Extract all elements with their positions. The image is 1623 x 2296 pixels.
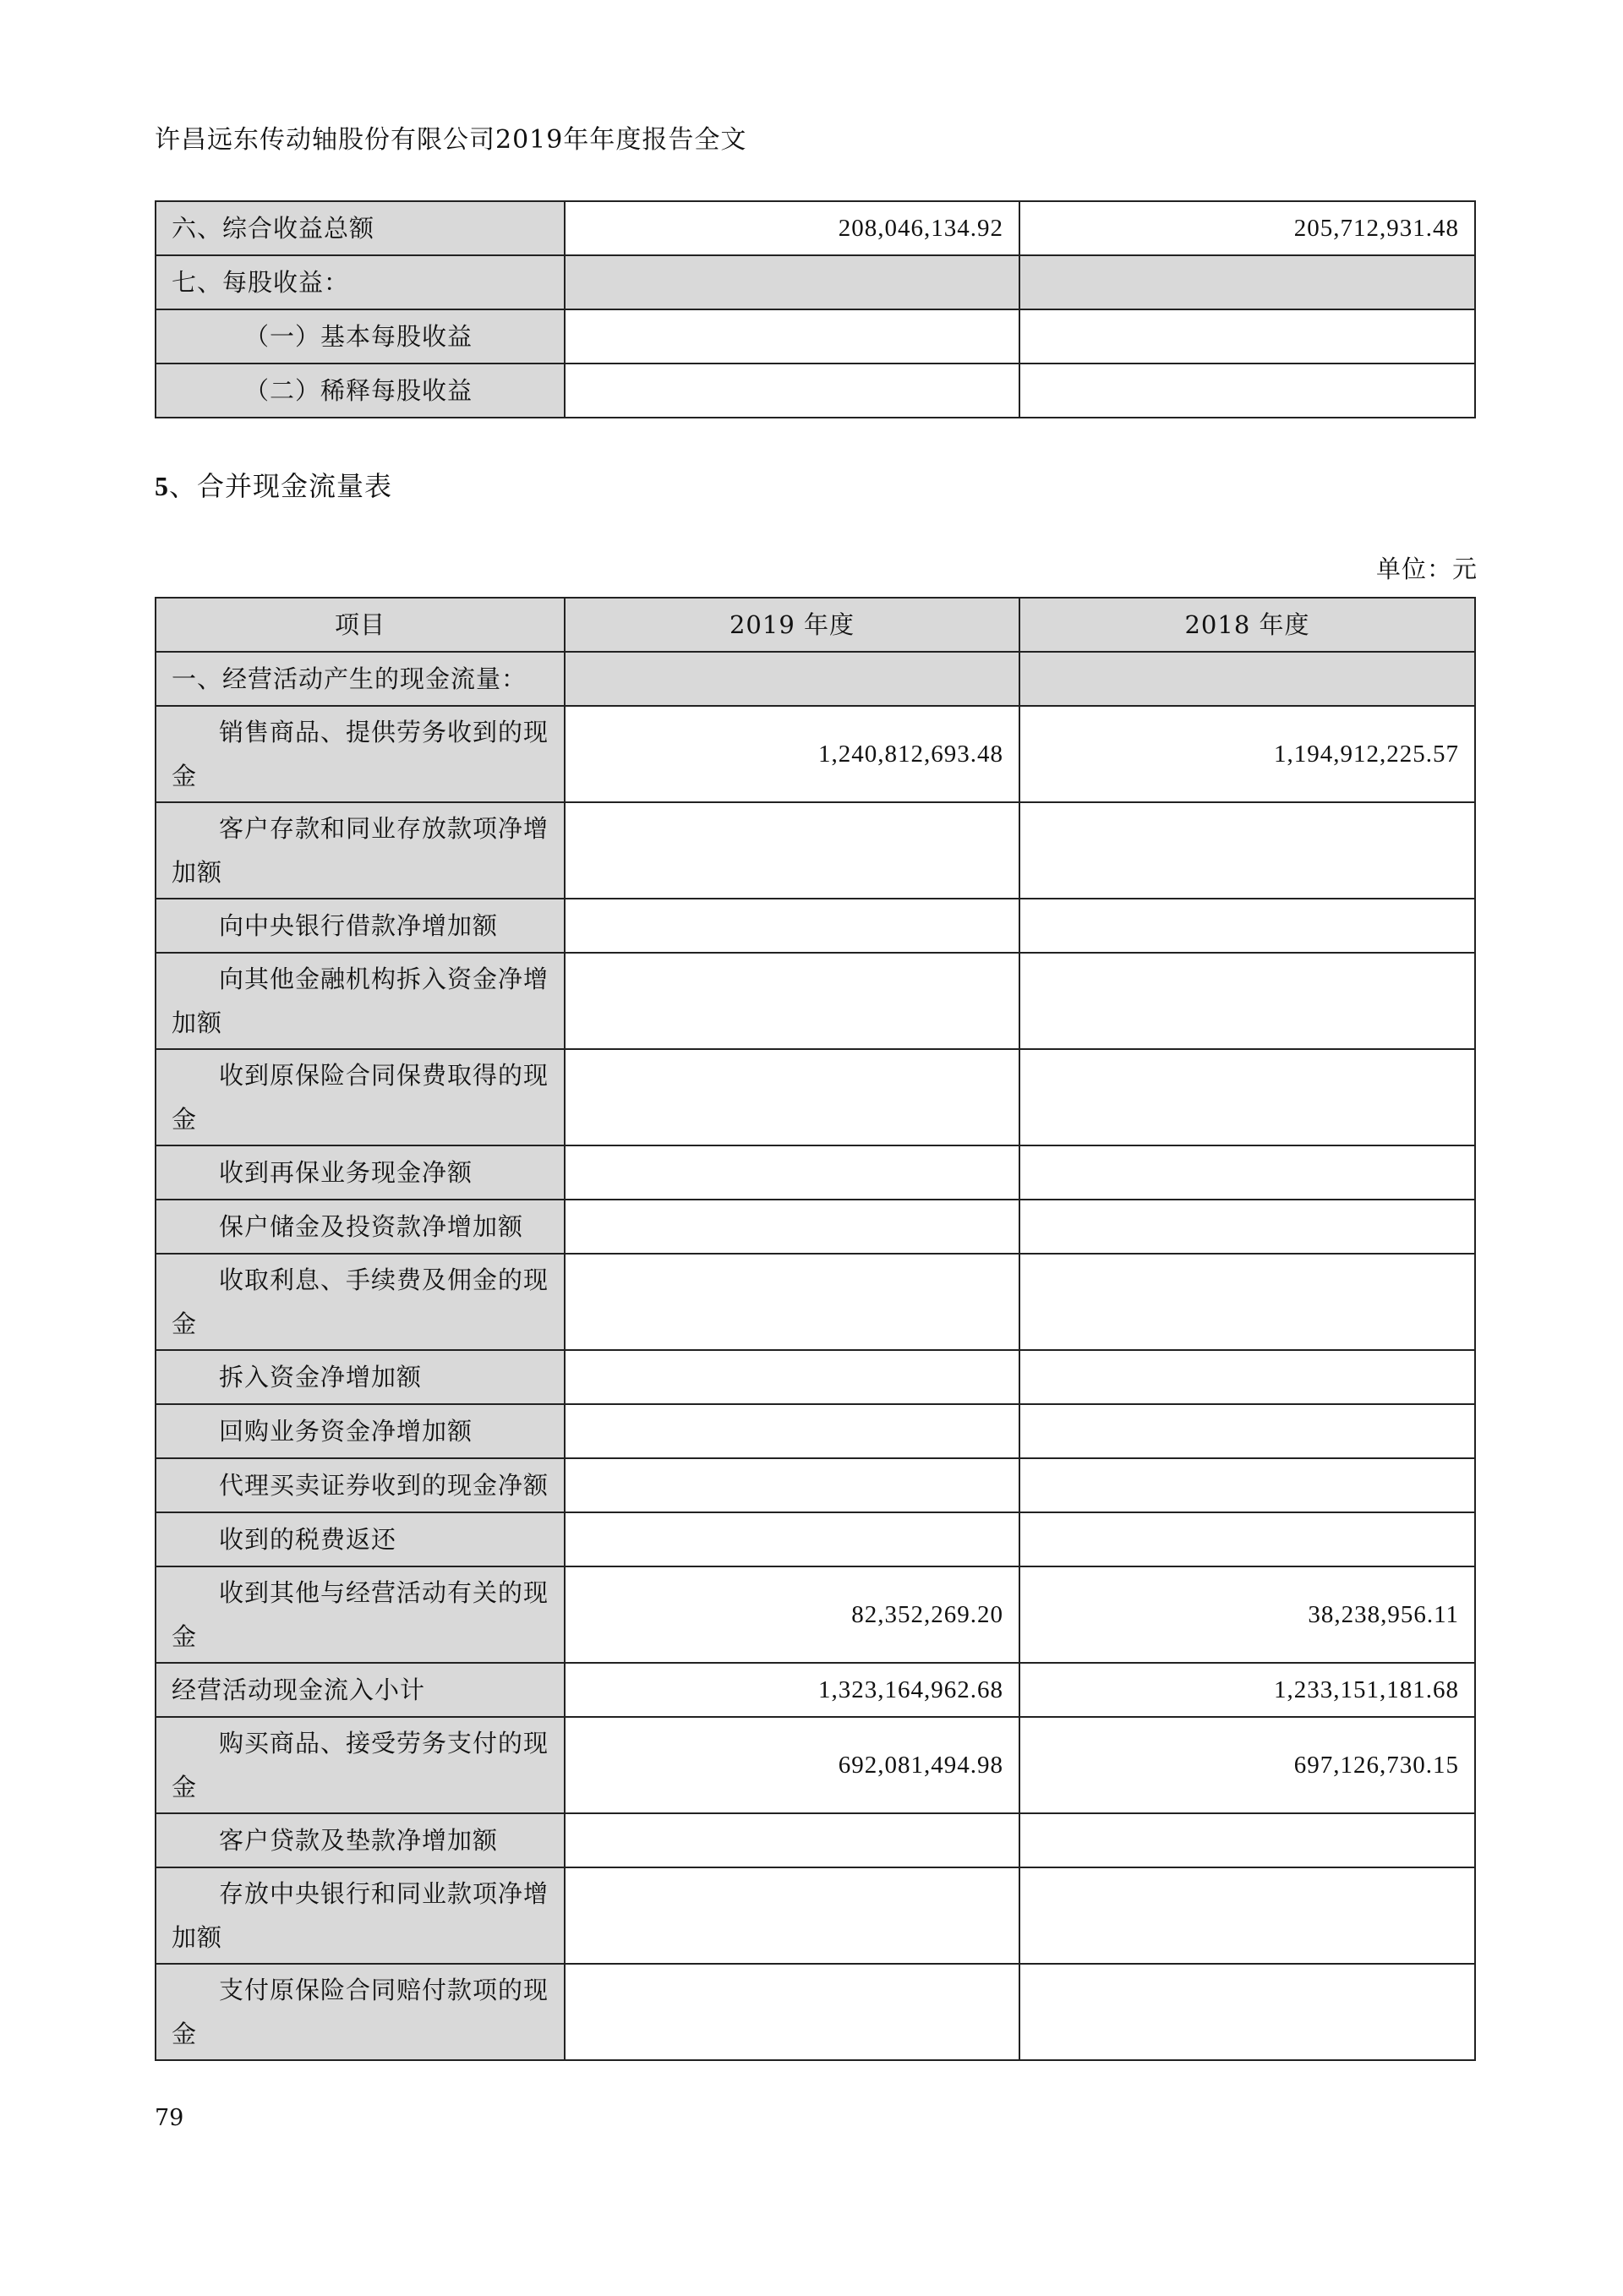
section-title xyxy=(155,465,392,504)
income-statement-tail-table xyxy=(155,200,1476,418)
table-row xyxy=(156,1404,1475,1458)
value-2019 xyxy=(565,1964,1019,2060)
table-row xyxy=(156,899,1475,953)
value-2018 xyxy=(1019,652,1475,706)
table-row xyxy=(156,1964,1475,2060)
value-2018 xyxy=(1019,1254,1475,1350)
table-row xyxy=(156,1254,1475,1350)
value-2019: 82,352,269.20 xyxy=(565,1566,1019,1663)
section-title-text: 、合并现金流量表 xyxy=(169,470,393,502)
row-label: 七、每股收益： xyxy=(156,255,565,309)
row-label: 客户存款和同业存放款项净增加额 xyxy=(172,814,549,887)
value-2019 xyxy=(565,899,1019,953)
value-2019 xyxy=(565,1145,1019,1200)
table-row xyxy=(156,1458,1475,1512)
value-2018: 1,233,151,181.68 xyxy=(1019,1663,1475,1717)
table-row xyxy=(156,1200,1475,1254)
value-2018 xyxy=(1019,1867,1475,1964)
table-row xyxy=(156,1512,1475,1566)
table-row xyxy=(156,1813,1475,1867)
table-row xyxy=(156,802,1475,899)
unit-label: 单位：元 xyxy=(1375,555,1478,583)
table-row xyxy=(156,1566,1475,1663)
value-2018: 697,126,730.15 xyxy=(1019,1717,1475,1813)
row-label: 保户储金及投资款净增加额 xyxy=(219,1212,524,1241)
value-2018 xyxy=(1019,1964,1475,2060)
value-2018 xyxy=(1019,1458,1475,1512)
header-2019: 2019 年度 xyxy=(565,598,1019,652)
value-2018 xyxy=(1019,255,1475,309)
value-2019 xyxy=(565,1404,1019,1458)
value-2019 xyxy=(565,1813,1019,1867)
row-label: 收到的税费返还 xyxy=(219,1525,397,1554)
value-2019 xyxy=(565,1512,1019,1566)
table-row xyxy=(156,255,1475,309)
value-2019 xyxy=(565,255,1019,309)
row-label: 收到原保险合同保费取得的现金 xyxy=(172,1061,549,1134)
value-2018 xyxy=(1019,1350,1475,1404)
row-label: 向其他金融机构拆入资金净增加额 xyxy=(172,965,549,1037)
table-row xyxy=(156,1663,1475,1717)
table-row xyxy=(156,1049,1475,1145)
table-row xyxy=(156,201,1475,255)
row-label: （一）基本每股收益 xyxy=(244,322,473,351)
value-2018: 1,194,912,225.57 xyxy=(1019,706,1475,802)
row-label: 一、经营活动产生的现金流量： xyxy=(156,652,565,706)
value-2018 xyxy=(1019,953,1475,1049)
value-2019 xyxy=(565,953,1019,1049)
value-2018 xyxy=(1019,1512,1475,1566)
value-2019: 1,323,164,962.68 xyxy=(565,1663,1019,1717)
page-number: 79 xyxy=(155,2105,184,2131)
row-label: 拆入资金净增加额 xyxy=(219,1363,423,1391)
value-2019 xyxy=(565,1867,1019,1964)
row-label: 收到再保业务现金净额 xyxy=(219,1158,473,1187)
value-2018 xyxy=(1019,309,1475,364)
row-label: 客户贷款及垫款净增加额 xyxy=(219,1826,499,1855)
section-number: 5 xyxy=(155,471,169,501)
table-row xyxy=(156,706,1475,802)
header-2018: 2018 年度 xyxy=(1019,598,1475,652)
value-2019: 1,240,812,693.48 xyxy=(565,706,1019,802)
value-2018 xyxy=(1019,899,1475,953)
value-2018 xyxy=(1019,802,1475,899)
table-row xyxy=(156,309,1475,364)
page-header-title: 许昌远东传动轴股份有限公司2019年年度报告全文 xyxy=(155,125,747,155)
value-2018: 38,238,956.11 xyxy=(1019,1566,1475,1663)
value-2018 xyxy=(1019,1813,1475,1867)
row-label: （二）稀释每股收益 xyxy=(244,376,473,405)
row-label: 六、综合收益总额 xyxy=(156,201,565,255)
row-label: 支付原保险合同赔付款项的现金 xyxy=(172,1976,549,2048)
value-2019: 208,046,134.92 xyxy=(565,201,1019,255)
cash-flow-table xyxy=(155,597,1476,2061)
value-2019 xyxy=(565,652,1019,706)
value-2019 xyxy=(565,802,1019,899)
row-label: 收取利息、手续费及佣金的现金 xyxy=(172,1266,549,1338)
table-row xyxy=(156,1350,1475,1404)
value-2019 xyxy=(565,1049,1019,1145)
row-label: 销售商品、提供劳务收到的现金 xyxy=(172,718,549,790)
row-label: 收到其他与经营活动有关的现金 xyxy=(172,1578,549,1651)
row-label: 存放中央银行和同业款项净增加额 xyxy=(172,1879,549,1952)
row-label: 向中央银行借款净增加额 xyxy=(219,911,499,940)
value-2019 xyxy=(565,309,1019,364)
header-item: 项目 xyxy=(156,598,565,652)
value-2019 xyxy=(565,1200,1019,1254)
table-row xyxy=(156,1717,1475,1813)
row-label: 购买商品、接受劳务支付的现金 xyxy=(172,1729,549,1801)
table-header-row xyxy=(156,598,1475,652)
value-2019 xyxy=(565,1458,1019,1512)
value-2018 xyxy=(1019,1404,1475,1458)
value-2019: 692,081,494.98 xyxy=(565,1717,1019,1813)
value-2018 xyxy=(1019,1145,1475,1200)
value-2018 xyxy=(1019,1200,1475,1254)
value-2019 xyxy=(565,364,1019,418)
value-2019 xyxy=(565,1350,1019,1404)
value-2018 xyxy=(1019,1049,1475,1145)
table-row xyxy=(156,1867,1475,1964)
row-label: 经营活动现金流入小计 xyxy=(156,1663,565,1717)
row-label: 回购业务资金净增加额 xyxy=(219,1417,473,1446)
table-row xyxy=(156,1145,1475,1200)
table-row xyxy=(156,364,1475,418)
row-label: 代理买卖证券收到的现金净额 xyxy=(219,1471,549,1500)
table-row xyxy=(156,652,1475,706)
value-2018: 205,712,931.48 xyxy=(1019,201,1475,255)
table-row xyxy=(156,953,1475,1049)
value-2018 xyxy=(1019,364,1475,418)
value-2019 xyxy=(565,1254,1019,1350)
